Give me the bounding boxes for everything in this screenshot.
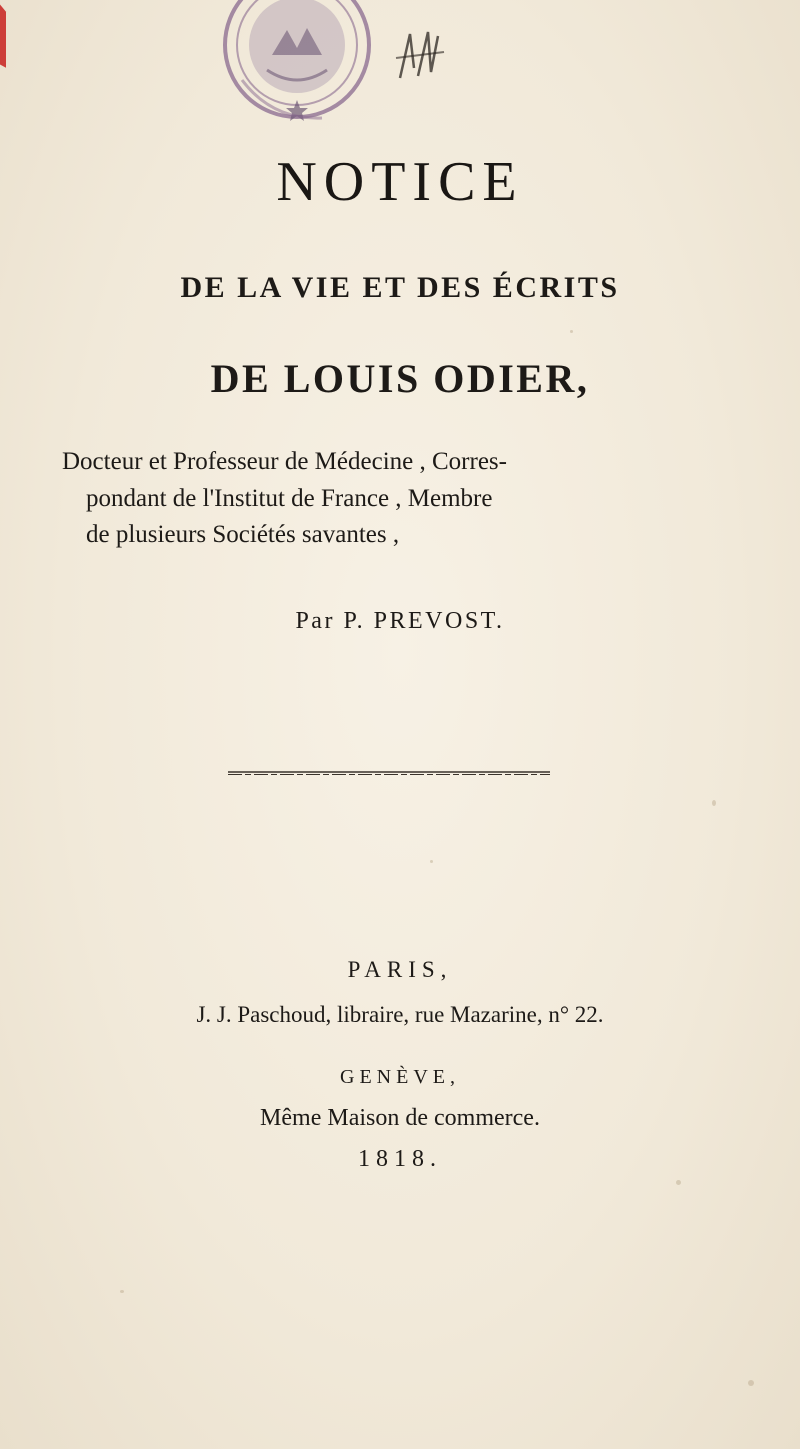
author-line: Par P. PREVOST.: [295, 608, 505, 634]
description-line-2: pondant de l'Institut de France , Membre: [86, 485, 493, 512]
subtitle-line-2: DE LOUIS ODIER,: [210, 356, 590, 401]
ornamental-rule: [228, 770, 550, 776]
subtitle-line-1: DE LA VIE ET DES ÉCRITS: [180, 271, 620, 304]
imprint-city-geneve: GENÈVE,: [340, 1066, 460, 1088]
imprint-publisher-paris: J. J. Paschoud, libraire, rue Mazarine, n° 22.: [196, 1002, 604, 1027]
library-stamp-icon: [212, 0, 382, 130]
description-line-1: Docteur et Professeur de Médecine , Corres-: [62, 448, 507, 475]
description-line-3: de plusieurs Sociétés savantes ,: [86, 521, 400, 548]
imprint-city-paris: PARIS,: [347, 957, 453, 982]
imprint-publisher-geneve: Même Maison de commerce.: [260, 1105, 540, 1131]
handwritten-mark-icon: [388, 6, 458, 86]
red-edge-mark: [0, 5, 28, 80]
imprint-year: 1818.: [358, 1146, 442, 1172]
page-title: NOTICE: [276, 151, 524, 213]
